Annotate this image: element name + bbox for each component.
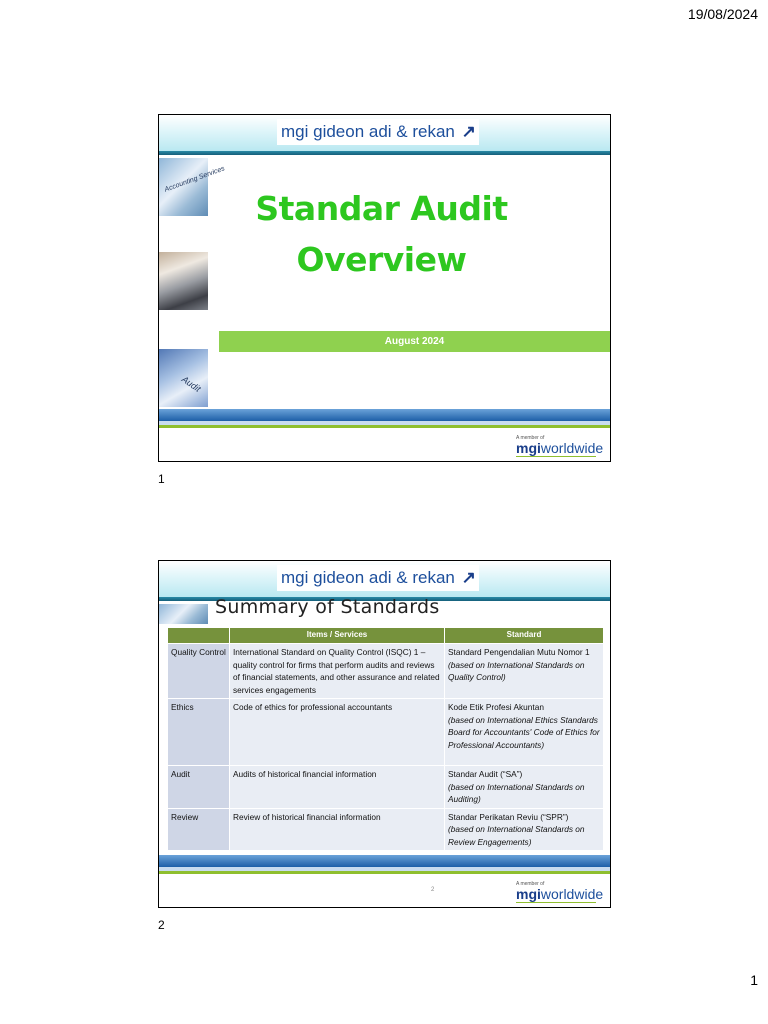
wordmark-underline [516,456,596,457]
standard-name: Standar Perikatan Reviu (“SPR”) [448,811,569,822]
slide-number: 2 [158,918,165,932]
wordmark-suffix: worldwide [540,440,604,456]
item-cell: Audits of historical financial information [230,766,445,809]
wordmark-suffix: worldwide [540,886,604,902]
footer-band-green [159,871,610,874]
slide-title-line-2: Overview [296,240,467,279]
photo-label: Audit [179,374,203,394]
wordmark-prefix: mgi [516,886,541,902]
item-cell: Code of ethics for professional accountants [230,699,445,766]
logo-arrow-icon: ↗ [461,122,476,141]
table-row [168,766,604,809]
slide-number: 1 [158,472,165,486]
worldwide-wordmark [516,886,603,902]
column-header: Items / Services [230,628,445,644]
category-cell: Quality Control [168,644,230,699]
standard-cell [445,644,604,699]
item-cell: Review of historical financial information [230,808,445,851]
mgi-worldwide-logo [516,435,606,457]
date-bar: August 2024 [219,331,610,352]
accounting-photo [159,604,208,624]
member-of-label: A member of [516,435,545,441]
logo-text: mgi gideon adi & rekan [281,568,455,587]
standard-basis: (based on International Standards on Auditing) [448,781,585,804]
page-date: 19/08/2024 [687,6,758,22]
wordmark-prefix: mgi [516,440,541,456]
table-row [168,644,604,699]
footer-band-green [159,425,610,428]
column-header [168,628,230,644]
photo-label: Accounting Services [163,165,226,194]
standard-cell [445,808,604,851]
table-row [168,699,604,766]
accounting-photo [159,158,226,216]
footer-band [159,409,610,421]
standards-table [167,627,604,851]
table-row [168,808,604,851]
header-divider [159,151,610,155]
mgi-worldwide-logo [516,881,606,903]
slide-title-line-1: Standar Audit [255,189,508,228]
slide-1 [158,114,611,462]
item-cell: International Standard on Quality Control (ISQC) 1 – quality control for firms that perform audits and reviews of financial statements, and other assurance and related services engagements [230,644,445,699]
standard-name: Kode Etik Profesi Akuntan [448,702,544,712]
category-cell: Ethics [168,699,230,766]
standard-cell [445,699,604,766]
slide-title: Summary of Standards [215,596,440,618]
logo-text: mgi gideon adi & rekan [281,122,455,141]
company-logo [277,565,479,591]
standard-name: Standar Audit (“SA”) [448,769,523,779]
worldwide-wordmark [516,440,603,456]
footer-band [159,855,610,867]
standard-basis: (based on International Standards on Quality Control) [448,659,585,682]
page-number: 1 [750,972,758,988]
category-cell: Review [168,808,230,851]
standard-basis: (based on International Ethics Standards Board for Accountants' Code of Ethics for Professional Accountants) [448,714,600,750]
category-cell: Audit [168,766,230,809]
calculator-photo [159,252,208,310]
table-header-row [168,628,604,644]
slide-2 [158,560,611,908]
wordmark-underline [516,902,596,903]
member-of-label: A member of [516,881,545,887]
audit-photo [159,349,208,407]
company-logo [277,119,479,145]
logo-arrow-icon: ↗ [461,568,476,587]
column-header: Standard [445,628,604,644]
standard-basis: (based on International Standards on Review Engagements) [448,824,585,847]
standard-cell [445,766,604,809]
slide-page-number: 2 [431,887,435,893]
standard-name: Standard Pengendalian Mutu Nomor 1 [448,647,590,657]
